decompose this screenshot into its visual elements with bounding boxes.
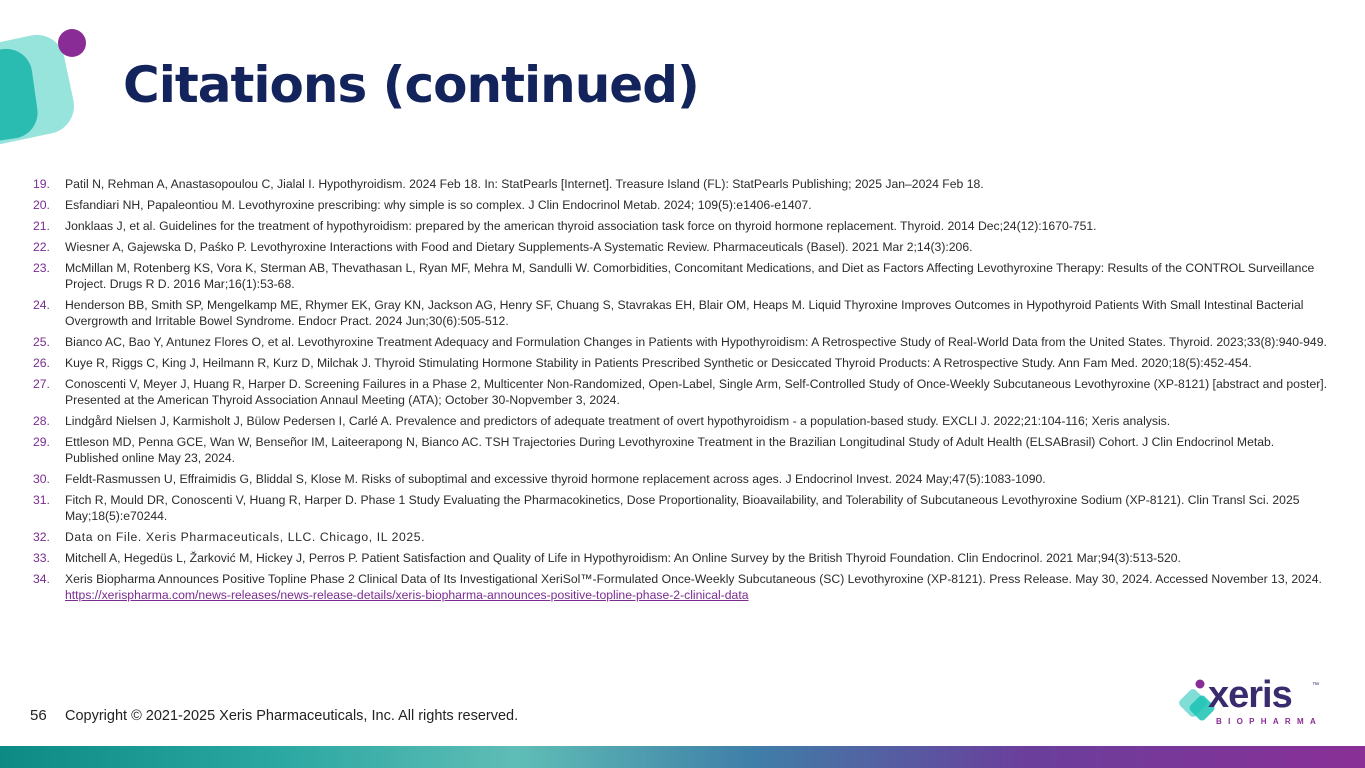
citation-text-block xyxy=(65,176,1328,192)
citation-number: 27. xyxy=(33,377,50,391)
citation-text-block xyxy=(65,529,1328,545)
citation-text-block xyxy=(65,218,1328,234)
citation-item xyxy=(33,550,1328,566)
citation-number: 19. xyxy=(33,177,50,191)
page-number: 56 xyxy=(30,707,47,724)
citation-item xyxy=(33,471,1328,487)
citation-text: Henderson BB, Smith SP, Mengelkamp ME, Rhymer EK, Gray KN, Jackson AG, Henry SF, Chuang S, Stavrakas EH, Blair OM, Heaps M. Liquid Thyroxine Improves Outcomes in Hypothyroid Patients With Small Intestinal Bacterial Overgrowth and Irritable Bowel Syndrome. Endocr Pract. 2024 Jun;30(6):505-512. xyxy=(65,298,1304,328)
decorative-corner-shapes xyxy=(0,0,100,160)
citation-item xyxy=(33,529,1328,545)
citation-text: Conoscenti V, Meyer J, Huang R, Harper D. Screening Failures in a Phase 2, Multicenter Non-Randomized, Open-Label, Single Arm, Self-Controlled Study of Once-Weekly Subcutaneous Levothyroxine (XP-8121) [abstract and poster]. Presented at the American Thyroid Association Annaul Meeting (ATA); October 30-Nopvember 3, 2024. xyxy=(65,377,1328,407)
citation-text-block xyxy=(65,355,1328,371)
citation-number: 31. xyxy=(33,493,50,507)
logo-wordmark: xeris xyxy=(1208,674,1292,716)
citation-text-block xyxy=(65,434,1328,466)
citation-text: Mitchell A, Hegedüs L, Žarković M, Hickey J, Perros P. Patient Satisfaction and Quality of Life in Hypothyroidism: An Online Survey by the British Thyroid Foundation. Clin Endocrinol. 2021 Mar;94(3):513-520. xyxy=(65,551,1181,565)
citation-text: Xeris Biopharma Announces Positive Topline Phase 2 Clinical Data of Its Investigational XeriSol™-Formulated Once-Weekly Subcutaneous (SC) Levothyroxine (XP-8121). Press Release. May 30, 2024. Accessed November 13, 2024. xyxy=(65,572,1322,586)
citation-text-block xyxy=(65,471,1328,487)
citation-text: Feldt-Rasmussen U, Effraimidis G, Bliddal S, Klose M. Risks of suboptimal and excessive thyroid hormone replacement across ages. J Endocrinol Invest. 2024 May;47(5):1083-1090. xyxy=(65,472,1046,486)
citation-number: 26. xyxy=(33,356,50,370)
citation-text-block xyxy=(65,571,1328,603)
citation-text: Bianco AC, Bao Y, Antunez Flores O, et al. Levothyroxine Treatment Adequacy and Formulation Changes in Patients with Hypothyroidism: A Retrospective Study of Real-World Data from the United States. Thyroid. 2023;33(8):940-949. xyxy=(65,335,1327,349)
citation-text-block xyxy=(65,334,1328,350)
citation-text: Data on File. Xeris Pharmaceuticals, LLC. Chicago, IL 2025. xyxy=(65,530,426,544)
copyright-text: Copyright © 2021-2025 Xeris Pharmaceuticals, Inc. All rights reserved. xyxy=(65,708,519,724)
citation-text-block xyxy=(65,492,1328,524)
citation-text: Kuye R, Riggs C, King J, Heilmann R, Kurz D, Milchak J. Thyroid Stimulating Hormone Stability in Patients Prescribed Synthetic or Desiccated Thyroid Products: A Retrospective Study. Ann Fam Med. 2020;18(5):452-454. xyxy=(65,356,1252,370)
citation-text: Jonklaas J, et al. Guidelines for the treatment of hypothyroidism: prepared by the american thyroid association task force on thyroid hormone replacement. Thyroid. 2014 Dec;24(12):1670-751. xyxy=(65,219,1097,233)
citation-text-block xyxy=(65,297,1328,329)
citation-text-block xyxy=(65,376,1328,408)
citation-text: Lindgård Nielsen J, Karmisholt J, Bülow Pedersen I, Carlé A. Prevalence and predictors of adequate treatment of overt hypothyroidism - a population-based study. EXCLI J. 2022;21:104-116; Xeris analysis. xyxy=(65,414,1171,428)
citation-text-block xyxy=(65,413,1328,429)
citation-item xyxy=(33,492,1328,524)
citation-text: Wiesner A, Gajewska D, Paśko P. Levothyroxine Interactions with Food and Dietary Supplements-A Systematic Review. Pharmaceuticals (Basel). 2021 Mar 2;14(3):206. xyxy=(65,240,973,254)
citation-item xyxy=(33,571,1328,603)
citation-link[interactable]: https://xerispharma.com/news-releases/news-release-details/xeris-biopharma-announces-positive-topline-phase-2-clinical-data xyxy=(65,588,749,602)
citation-list xyxy=(33,176,1328,608)
citation-item xyxy=(33,297,1328,329)
logo-subtitle: BIOPHARMA xyxy=(1216,717,1323,726)
citation-text-block xyxy=(65,550,1328,566)
xeris-logo xyxy=(1178,676,1328,732)
citation-text-block xyxy=(65,260,1328,292)
citation-text: Esfandiari NH, Papaleontiou M. Levothyroxine prescribing: why simple is so complex. J Clin Endocrinol Metab. 2024; 109(5):e1406-e1407. xyxy=(65,198,812,212)
citation-number: 25. xyxy=(33,335,50,349)
citation-item xyxy=(33,413,1328,429)
footer-gradient-bar xyxy=(0,746,1365,768)
citation-text-block xyxy=(65,239,1328,255)
citation-item xyxy=(33,434,1328,466)
citation-text: Ettleson MD, Penna GCE, Wan W, Benseñor IM, Laiteerapong N, Bianco AC. TSH Trajectories During Levothyroxine Treatment in the Brazilian Longitudinal Study of Adult Health (ELSABrasil) Cohort. J Clin Endocrinol Metab. Published online May 23, 2024. xyxy=(65,435,1275,465)
citation-item xyxy=(33,355,1328,371)
citation-text: Patil N, Rehman A, Anastasopoulou C, Jialal I. Hypothyroidism. 2024 Feb 18. In: StatPearls [Internet]. Treasure Island (FL): StatPearls Publishing; 2025 Jan–2024 Feb 18. xyxy=(65,177,984,191)
citation-number: 30. xyxy=(33,472,50,486)
citation-number: 34. xyxy=(33,572,50,586)
citation-text: Fitch R, Mould DR, Conoscenti V, Huang R, Harper D. Phase 1 Study Evaluating the Pharmacokinetics, Dose Proportionality, Bioavailability, and Tolerability of Subcutaneous Levothyroxine Sodium (XP-8121). Clin Transl Sci. 2025 May;18(5):e70244. xyxy=(65,493,1300,523)
citation-number: 24. xyxy=(33,298,50,312)
citation-item xyxy=(33,176,1328,192)
citation-number: 29. xyxy=(33,435,50,449)
citation-text-block xyxy=(65,197,1328,213)
citation-number: 32. xyxy=(33,530,50,544)
page-title: Citations (continued) xyxy=(123,56,699,114)
citation-item xyxy=(33,197,1328,213)
citation-item xyxy=(33,334,1328,350)
citation-number: 28. xyxy=(33,414,50,428)
citation-number: 33. xyxy=(33,551,50,565)
citation-text: McMillan M, Rotenberg KS, Vora K, Sterman AB, Thevathasan L, Ryan MF, Mehra M, Sandulli W. Comorbidities, Concomitant Medications, and Diet as Factors Affecting Levothyroxine Therapy: Results of the CONTROL Surveillance Project. Drugs R D. 2016 Mar;16(1):53-68. xyxy=(65,261,1315,291)
citation-number: 23. xyxy=(33,261,50,275)
citation-number: 21. xyxy=(33,219,50,233)
citation-item xyxy=(33,239,1328,255)
citation-number: 20. xyxy=(33,198,50,212)
citation-item xyxy=(33,260,1328,292)
logo-trademark: ™ xyxy=(1312,682,1319,689)
citation-item xyxy=(33,218,1328,234)
citation-item xyxy=(33,376,1328,408)
citation-number: 22. xyxy=(33,240,50,254)
